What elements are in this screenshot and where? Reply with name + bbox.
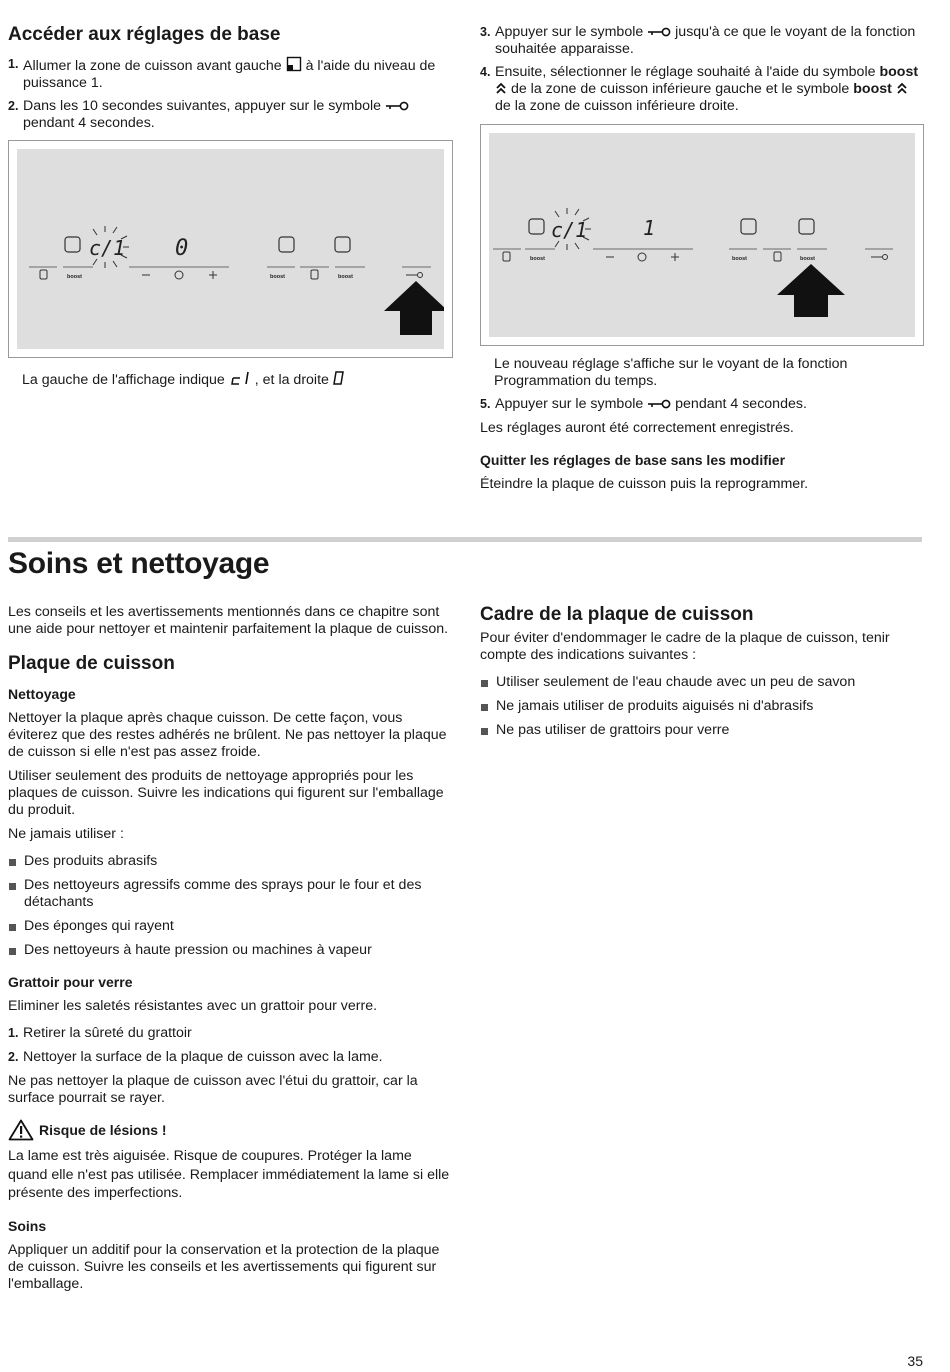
boost-label: boost	[800, 256, 815, 262]
control-panel-figure-2	[480, 124, 924, 346]
nettoyage-title: Nettoyage	[8, 686, 76, 702]
key-icon	[647, 398, 671, 410]
front-left-zone-icon	[286, 56, 302, 72]
cadre-intro: Pour éviter d'endommager le cadre de la plaque de cuisson, tenir compte des indications suivantes :	[480, 630, 890, 663]
nettoyage-p1: Nettoyer la plaque après chaque cuisson. De cette façon, vous éviterez que des restes adhérés ne brûlent. Ne pas nettoyer la plaque de cuisson si elle n'est pas assez froide.	[8, 710, 447, 760]
new-setting-note: Le nouveau réglage s'affiche sur le voyant de la fonction Programmation du temps.	[494, 356, 848, 389]
warning-text: La lame est très aiguisée. Risque de coupures. Protéger la lame quand elle n'est pas utilisée. Remplacer immédiatement la lame si elle présente des imperfections.	[8, 1148, 450, 1201]
step-2: 2. Dans les 10 secondes suivantes, appuyer sur le symbole pendant 4 secondes.	[8, 98, 448, 132]
list-item: Utiliser seulement de l'eau chaude avec un peu de savon	[480, 674, 922, 691]
top-right-lower	[480, 356, 920, 493]
display-left-readout: c/1	[551, 218, 588, 242]
display-c1-glyph	[229, 370, 255, 386]
saved-note: Les réglages auront été correctement enregistrés.	[480, 420, 794, 436]
list-item: Des produits abrasifs	[8, 853, 450, 870]
soins-title: Soins	[8, 1217, 47, 1234]
double-chevron-up-icon	[896, 82, 908, 95]
never-use-list	[8, 853, 450, 959]
grattoir-p1: Eliminer les saletés résistantes avec un grattoir pour verre.	[8, 998, 378, 1014]
boost-label: boost	[67, 274, 82, 280]
boost-label: boost	[732, 256, 747, 262]
control-panel-figure-1	[8, 140, 453, 358]
warning-triangle-icon	[8, 1119, 34, 1141]
key-icon	[385, 100, 409, 112]
page-number: 35	[907, 1353, 923, 1369]
grattoir-title: Grattoir pour verre	[8, 974, 133, 990]
step-3: 3. Appuyer sur le symbole jusqu'à ce que le voyant de la fonction souhaitée apparaisse.	[480, 24, 916, 57]
list-item: Des éponges qui rayent	[8, 918, 450, 935]
control-panel-illustration-2	[489, 133, 915, 337]
list-item: Des nettoyeurs à haute pression ou machines à vapeur	[8, 942, 450, 959]
list-item: Ne jamais utiliser de produits aiguisés ni d'abrasifs	[480, 698, 922, 715]
list-item: Ne pas utiliser de grattoirs pour verre	[480, 722, 922, 739]
grattoir-step-1: 1. Retirer la sûreté du grattoir	[8, 1025, 192, 1041]
list-item: Des nettoyeurs agressifs comme des sprays pour le four et des détachants	[8, 877, 450, 911]
arrow-up-icon	[384, 281, 444, 335]
bottom-right-column	[480, 604, 922, 739]
soins-text: Appliquer un additif pour la conservation et la protection de la plaque de cuisson. Suivre les conseils et les avertissements qui figurent sur l'emballage.	[8, 1241, 440, 1292]
display-zero-glyph	[333, 370, 345, 386]
caption-1: La gauche de l'affichage indique , et la droite	[22, 370, 442, 389]
bottom-left-column	[8, 604, 450, 1293]
nettoyage-p3: Ne jamais utiliser :	[8, 826, 124, 842]
nettoyage-p2: Utiliser seulement des produits de nettoyage appropriés pour les plaques de cuisson. Suivre les indications qui figurent sur l'emballage du produit.	[8, 768, 444, 818]
quit-text: Éteindre la plaque de cuisson puis la reprogrammer.	[480, 476, 809, 492]
top-right-column	[480, 24, 920, 115]
section-title: Soins et nettoyage	[8, 547, 270, 580]
boost-label: boost	[338, 274, 353, 280]
step-4: 4. Ensuite, sélectionner le réglage souhaité à l'aide du symbole boost de la zone de cuisson inférieure gauche et le symbole boost de la zone de cuisson inférieure droite.	[480, 64, 919, 114]
display-right-readout: 0	[175, 236, 189, 261]
arrow-up-icon	[777, 264, 845, 317]
step-1: 1. Allumer la zone de cuisson avant gauche à l'aide du niveau de puissance 1.	[8, 57, 436, 91]
quit-title: Quitter les réglages de base sans les modifier	[480, 452, 786, 468]
warning-heading: Risque de lésions !	[8, 1119, 450, 1141]
section-intro: Les conseils et les avertissements mentionnés dans ce chapitre sont une aide pour nettoyer et maintenir parfaitement la plaque de cuisson.	[8, 604, 449, 637]
boost-label: boost	[530, 256, 545, 262]
grattoir-p2: Ne pas nettoyer la plaque de cuisson avec l'étui du grattoir, car la surface pourrait se rayer.	[8, 1073, 418, 1106]
display-left-readout: c/1	[89, 236, 126, 260]
cadre-list	[480, 674, 922, 739]
boost-label: boost	[270, 274, 285, 280]
section-divider	[8, 537, 922, 542]
grattoir-step-2: 2. Nettoyer la surface de la plaque de cuisson avec la lame.	[8, 1049, 383, 1065]
key-icon	[647, 26, 671, 38]
basic-settings-title: Accéder aux réglages de base	[8, 24, 281, 45]
display-right-readout: 1	[643, 216, 656, 240]
top-left-column	[8, 24, 448, 132]
double-chevron-up-icon	[495, 82, 507, 95]
control-panel-illustration-1	[17, 149, 444, 349]
cadre-title: Cadre de la plaque de cuisson	[480, 604, 754, 625]
plaque-title: Plaque de cuisson	[8, 653, 175, 674]
step-5: 5. Appuyer sur le symbole pendant 4 secondes.	[480, 396, 807, 412]
